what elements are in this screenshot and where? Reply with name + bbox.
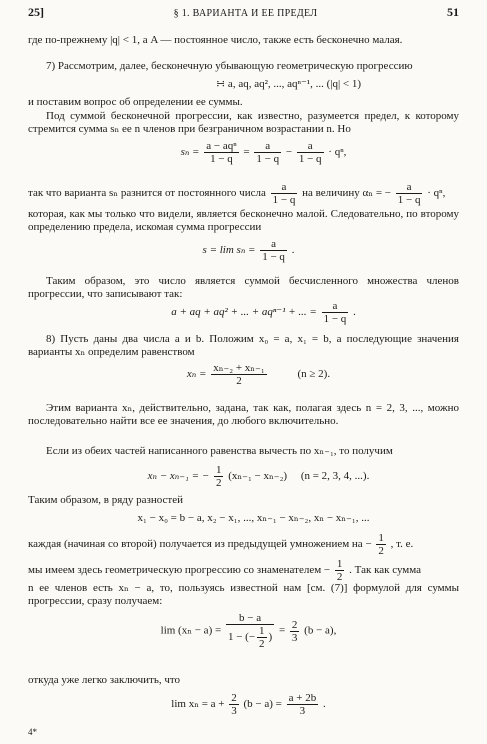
denominator: 2 xyxy=(236,375,242,387)
numerator: 1 xyxy=(215,464,222,476)
paragraph-text: , т. е. xyxy=(390,538,414,551)
formula-series xyxy=(28,300,459,325)
formula-text: 1 − xyxy=(227,631,243,644)
numerator: a xyxy=(322,300,349,313)
formula-text: lim (xₙ − a) = xyxy=(160,624,222,637)
fraction xyxy=(211,362,267,387)
paragraph-alpha xyxy=(28,181,459,206)
fraction xyxy=(396,181,423,206)
running-header xyxy=(28,6,459,20)
fraction xyxy=(257,625,267,650)
paragraph: Этим варианта xₙ, действительно, задана, так как, полагая здесь n = 2, 3, ..., можно последовательно найти все ее значения, до любого включительно. xyxy=(28,402,459,428)
formula-text: lim xₙ = a + xyxy=(171,698,225,711)
paragraph: 7) Рассмотрим, далее, бесконечную убывающую геометрическую прогрессию xyxy=(46,60,413,72)
denominator: 1 − q xyxy=(397,194,421,206)
formula-sum xyxy=(28,238,459,263)
denominator: 3 xyxy=(299,705,306,717)
page-number-right: 51 xyxy=(446,5,459,19)
formula-text: s = lim sₙ = xyxy=(202,244,256,257)
numerator: a xyxy=(396,181,423,194)
formula-text: sₙ = xyxy=(180,146,200,159)
formula-progression: ∺ a, aq, aq², ..., aqⁿ⁻¹, ... (|q| < 1) xyxy=(215,78,362,90)
denominator: 1 − q xyxy=(256,153,280,165)
numerator: 2 xyxy=(291,618,298,631)
numerator: 1 xyxy=(336,558,343,570)
formula-text: = xyxy=(243,146,250,159)
fraction xyxy=(297,140,324,165)
formula-text: (b − a), xyxy=(304,624,337,637)
numerator: xₙ₋₂ + xₙ₋₁ xyxy=(213,362,265,374)
paragraph: где по-прежнему |q| < 1, а A — постоянное число, также есть бесконечно малая. xyxy=(28,34,403,46)
denominator: 2 xyxy=(378,545,384,557)
formula-text: (b − a) = xyxy=(243,698,282,711)
denominator: 3 xyxy=(291,631,298,644)
formula-text: a + aq + aq² + ... + aqⁿ⁻¹ + ... = xyxy=(171,306,317,319)
formula-text: . xyxy=(291,244,295,257)
section-title: § 1. ВАРИАНТА И ЕЕ ПРЕДЕЛ xyxy=(173,8,318,19)
numerator: 1 xyxy=(259,625,265,637)
formula-text: = xyxy=(278,624,286,637)
numerator: a xyxy=(271,181,298,194)
formula-limit xyxy=(28,612,459,650)
formula-text: − xyxy=(285,146,293,159)
paragraph-text: мы имеем здесь геометрическую прогрессию со знаменателем − xyxy=(28,564,331,577)
formula-text: (n ≥ 2). xyxy=(297,368,331,381)
fraction xyxy=(226,612,274,650)
signature-mark: 4* xyxy=(28,727,37,737)
denominator: 2 xyxy=(215,477,222,489)
formula-differences-row: x₁ − x₀ = b − a, x₂ − x₁, ..., xₙ₋₁ − xₙ₋₂, xₙ − xₙ₋₁, ... xyxy=(137,512,370,524)
formula-text: . xyxy=(353,306,356,319)
paragraph: 8) Пусть даны два числа a и b. Положим x₀ = a, x₁ = b, а последующие значения варианты xₙ определим равенством xyxy=(28,333,459,359)
numerator: a xyxy=(260,238,287,251)
paragraph-text: · qⁿ, xyxy=(427,187,446,200)
formula-difference xyxy=(28,464,459,489)
denominator: 1 − q xyxy=(323,313,347,325)
paragraph-text: так что варианта sₙ разнится от постоянного числа xyxy=(28,187,266,200)
paragraph: Таким образом, это число является суммой бесчисленного множества членов прогрессии, что записывают так: xyxy=(28,275,459,301)
paragraph-ratio xyxy=(28,532,459,557)
fraction xyxy=(229,692,239,717)
formula-text: · qⁿ, xyxy=(328,146,347,159)
paragraph: откуда уже легко заключить, что xyxy=(28,674,181,686)
denominator: 1 − q xyxy=(298,153,322,165)
formula-recurrence xyxy=(28,362,459,387)
formula-partial-sum xyxy=(28,140,459,165)
fraction xyxy=(254,140,281,165)
numerator: a xyxy=(254,140,281,153)
formula-text: (xₙ₋₁ − xₙ₋₂) (n = 2, 3, 4, ...). xyxy=(228,470,370,483)
numerator: 2 xyxy=(231,692,237,704)
formula-text: xₙ = xyxy=(186,368,207,381)
paragraph-ratio xyxy=(28,558,459,583)
paragraph: Под суммой бесконечной прогрессии, как известно, разумеется предел, к которому стремится сумма sₙ ее n членов при безграничном возрастании n. Но xyxy=(28,110,459,136)
paragraph: Если из обеих частей написанного равенства вычесть по xₙ₋₁, то получим xyxy=(46,445,393,457)
paragraph-text: на величину αₙ = − xyxy=(302,187,391,200)
page-number-left: 25] xyxy=(28,5,44,19)
fraction xyxy=(260,238,287,263)
denominator: 2 xyxy=(336,571,343,583)
numerator: a + 2b xyxy=(288,692,317,704)
paragraph-text: каждая (начиная со второй) получается из предыдущей умножением на − xyxy=(28,538,372,551)
fraction xyxy=(287,692,319,717)
fraction xyxy=(322,300,349,325)
numerator: a − aqⁿ xyxy=(206,140,237,152)
paragraph: и поставим вопрос об определении ее суммы. xyxy=(28,96,243,108)
fraction xyxy=(214,464,224,489)
numerator: a xyxy=(297,140,324,153)
fraction xyxy=(271,181,298,206)
formula-final-limit xyxy=(28,692,459,717)
fraction xyxy=(376,532,386,557)
formula-text: xₙ − xₙ₋₁ = − xyxy=(147,470,210,483)
numerator: 1 xyxy=(378,532,384,544)
denominator: 3 xyxy=(231,705,237,717)
paragraph: Таким образом, в ряду разностей xyxy=(28,494,183,506)
denominator: 2 xyxy=(259,638,265,650)
denominator: 1 − q xyxy=(262,251,285,263)
fraction xyxy=(204,140,238,165)
fraction xyxy=(290,619,300,644)
paragraph-text: . Так как сумма xyxy=(349,564,422,577)
denominator: 1 − (− $\frac{1}{2}$ ) xyxy=(227,625,273,650)
paragraph: которая, как мы только что видели, является бесконечно малой. Следовательно, по второму определению предела, искомая сумма прогрессии xyxy=(28,208,459,234)
denominator: 1 − q xyxy=(272,194,296,206)
paragraph: n ее членов есть xₙ − a, то, пользуясь известной нам [см. (7)] формулой для суммы прогрессии, сразу получаем: xyxy=(28,582,459,608)
denominator: 1 − q xyxy=(210,153,233,165)
fraction xyxy=(335,558,345,583)
numerator: b − a xyxy=(226,612,274,625)
formula-text: . xyxy=(322,698,326,711)
